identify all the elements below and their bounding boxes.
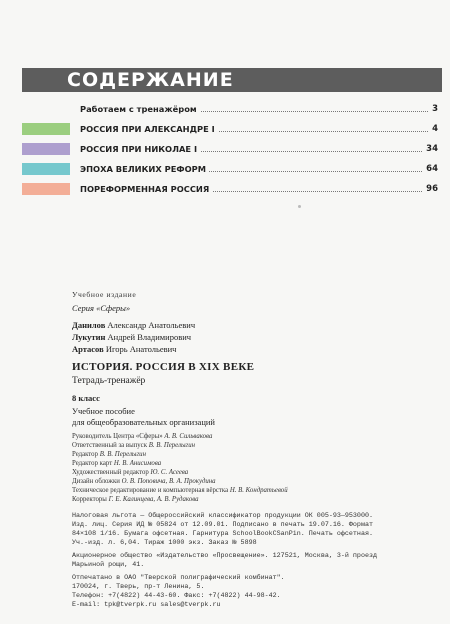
- publisher-line: Акционерное общество «Издательство «Просвещение». 127521, Москва, 3-й проезд: [72, 552, 377, 560]
- printer-line: Отпечатано в ОАО "Тверской полиграфический комбинат".: [72, 574, 285, 582]
- section-color-swatch: [22, 183, 70, 195]
- credit-line: Корректоры Г. Е. Калинцева, А. В. Рудакова: [72, 496, 199, 503]
- credit-line: Редактор В. В. Перелыгин: [72, 451, 146, 458]
- contents-title: СОДЕРЖАНИЕ: [67, 69, 234, 91]
- toc-page-number: 64: [423, 163, 438, 175]
- book-subtitle: Тетрадь-тренажёр: [72, 376, 146, 386]
- section-color-swatch: [22, 123, 70, 135]
- author-surname: Данилов: [72, 320, 106, 330]
- book-title: ИСТОРИЯ. РОССИЯ В XIX ВЕКЕ: [72, 361, 255, 373]
- credit-line: Ответственный за выпуск В. В. Перелыгин: [72, 442, 195, 449]
- credit-line: Редактор карт Н. В. Анисимова: [72, 460, 162, 467]
- technical-line: Изд. лиц. Серия ИД № 05824 от 12.09.01. Подписано в печать 19.07.16. Формат: [72, 521, 373, 529]
- series-name: Серия «Сферы»: [72, 303, 131, 313]
- toc-label: ЭПОХА ВЕЛИКИХ РЕФОРМ: [80, 163, 209, 175]
- publisher-line: Марьиной рощи, 41.: [72, 561, 145, 569]
- author-given-name: Андрей Владимирович: [107, 332, 192, 342]
- toc-page-number: 34: [423, 143, 438, 155]
- author-given-name: Александр Анатольевич: [107, 320, 196, 330]
- author-surname: Артасов: [72, 344, 104, 354]
- edition-type: Учебное издание: [72, 290, 137, 299]
- author-surname: Лукутин: [72, 332, 106, 342]
- decorative-dot: [298, 205, 301, 208]
- author-given-name: Игорь Анатольевич: [105, 344, 177, 354]
- technical-line: Уч.-изд. л. 6,04. Тираж 1000 экз. Заказ № 5898: [72, 539, 257, 547]
- toc-row-1[interactable]: [0, 123, 450, 137]
- purpose-line-1: Учебное пособие: [72, 406, 135, 416]
- printer-line: Телефон: +7(4822) 44-43-60. Факс: +7(4822) 44-98-42.: [72, 592, 281, 600]
- credit-line: Руководитель Центра «Сферы» А. В. Сильвакова: [72, 433, 213, 440]
- toc-page-number: 4: [429, 123, 438, 135]
- toc-row-4[interactable]: [0, 183, 450, 197]
- printer-line: E-mail: tpk@tverpk.ru sales@tverpk.ru: [72, 601, 221, 609]
- technical-line: Налоговая льгота — Общероссийский классификатор продукции ОК 005-93—953000.: [72, 512, 373, 520]
- author-line: [72, 344, 176, 354]
- section-color-swatch: [22, 143, 70, 155]
- grade-label: 8 класс: [72, 393, 100, 403]
- section-color-swatch: [22, 163, 70, 175]
- purpose-line-2: для общеобразовательных организаций: [72, 417, 215, 427]
- toc-row-0[interactable]: [0, 103, 450, 117]
- credit-line: Художественный редактор Ю. С. Асеева: [72, 469, 189, 476]
- toc-row-3[interactable]: [0, 163, 450, 177]
- toc-page-number: 96: [423, 183, 438, 195]
- toc-label: РОССИЯ ПРИ АЛЕКСАНДРЕ I: [80, 123, 218, 135]
- credit-line: Дизайн обложки О. В. Поповича, В. А. Прокудина: [72, 478, 216, 485]
- contents-banner: [22, 68, 442, 92]
- author-line: [72, 320, 195, 330]
- toc-label: Работаем с тренажёром: [80, 103, 200, 115]
- technical-line: 84×108 1/16. Бумага офсетная. Гарнитура SchoolBookCSanPin. Печать офсетная.: [72, 530, 373, 538]
- toc-row-2[interactable]: [0, 143, 450, 157]
- toc-label: РОССИЯ ПРИ НИКОЛАЕ I: [80, 143, 200, 155]
- credit-line: Техническое редактирование и компьютерная вёрстка Н. В. Кондратьевой: [72, 487, 288, 494]
- author-line: [72, 332, 191, 342]
- toc-page-number: 3: [429, 103, 438, 115]
- toc-label: ПОРЕФОРМЕННАЯ РОССИЯ: [80, 183, 212, 195]
- printer-line: 170024, г. Тверь, пр-т Ленина, 5.: [72, 583, 205, 591]
